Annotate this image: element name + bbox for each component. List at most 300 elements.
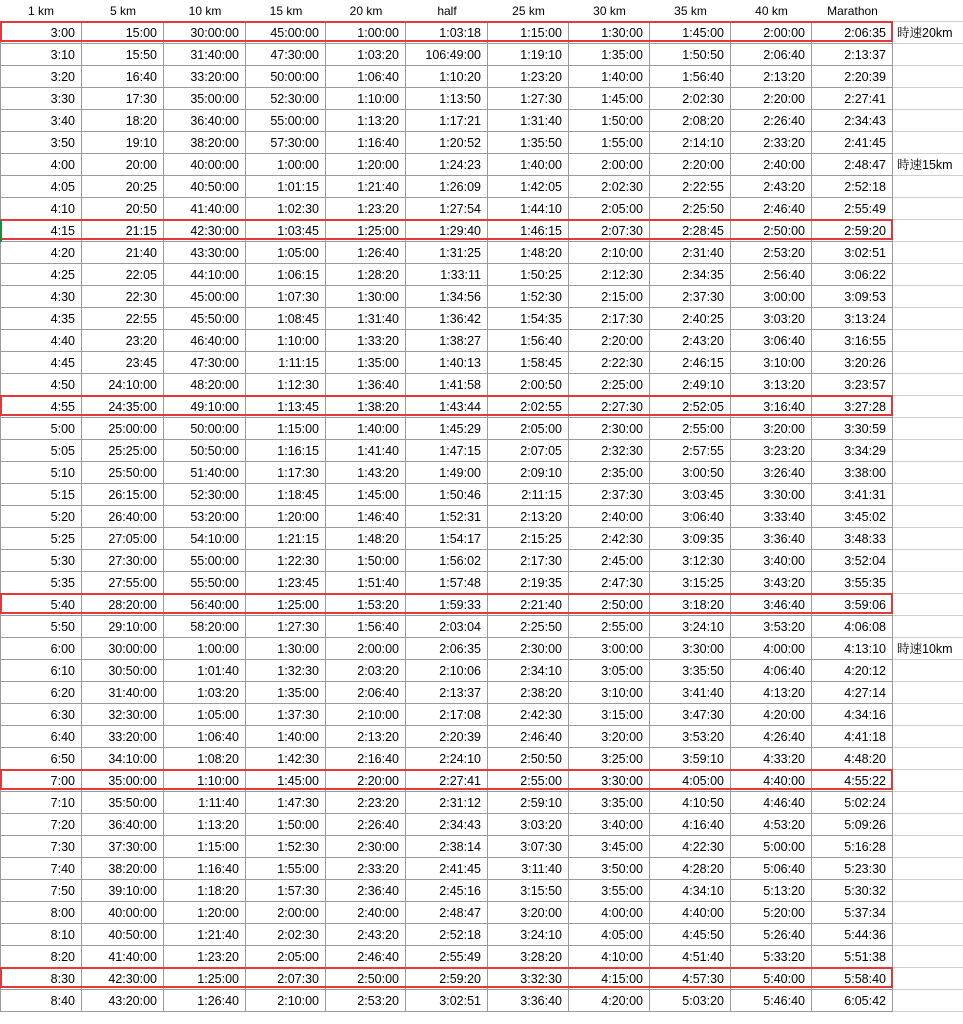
table-cell[interactable]: 7:20 — [0, 814, 82, 836]
table-cell[interactable]: 1:24:23 — [406, 154, 488, 176]
table-cell[interactable]: 2:50:50 — [488, 748, 569, 770]
table-cell[interactable]: 45:00:00 — [246, 22, 326, 44]
table-cell[interactable]: 2:59:20 — [406, 968, 488, 990]
table-cell[interactable]: 2:10:06 — [406, 660, 488, 682]
table-cell[interactable]: 57:30:00 — [246, 132, 326, 154]
table-cell[interactable]: 3:13:20 — [731, 374, 812, 396]
table-cell[interactable]: 2:17:30 — [488, 550, 569, 572]
table-cell[interactable]: 22:55 — [82, 308, 164, 330]
table-cell[interactable]: 1:31:40 — [326, 308, 406, 330]
table-cell[interactable]: 2:46:40 — [731, 198, 812, 220]
table-cell[interactable]: 1:30:00 — [569, 22, 650, 44]
table-cell[interactable]: 27:30:00 — [82, 550, 164, 572]
table-cell[interactable]: 5:20 — [0, 506, 82, 528]
table-cell[interactable]: 3:09:53 — [812, 286, 893, 308]
table-cell[interactable]: 7:40 — [0, 858, 82, 880]
table-cell[interactable]: 1:40:13 — [406, 352, 488, 374]
table-cell[interactable]: 3:20:00 — [569, 726, 650, 748]
table-cell[interactable]: 2:37:30 — [650, 286, 731, 308]
table-cell[interactable]: 35:50:00 — [82, 792, 164, 814]
table-cell[interactable]: 3:10:00 — [569, 682, 650, 704]
table-cell[interactable]: 4:35 — [0, 308, 82, 330]
table-cell[interactable]: 1:30:00 — [246, 638, 326, 660]
table-cell[interactable]: 4:25 — [0, 264, 82, 286]
table-cell[interactable]: 1:17:30 — [246, 462, 326, 484]
table-cell[interactable]: 1:41:58 — [406, 374, 488, 396]
table-cell[interactable]: 34:10:00 — [82, 748, 164, 770]
table-cell[interactable]: 2:46:40 — [326, 946, 406, 968]
table-cell[interactable]: 33:20:00 — [82, 726, 164, 748]
table-cell[interactable]: 2:21:40 — [488, 594, 569, 616]
table-cell[interactable]: 1:38:27 — [406, 330, 488, 352]
table-cell[interactable]: 2:13:37 — [812, 44, 893, 66]
table-cell[interactable]: 2:31:12 — [406, 792, 488, 814]
table-cell[interactable]: 26:40:00 — [82, 506, 164, 528]
table-cell[interactable]: 2:17:30 — [569, 308, 650, 330]
table-cell[interactable]: 4:40:00 — [731, 770, 812, 792]
table-cell[interactable]: 4:46:40 — [731, 792, 812, 814]
table-cell[interactable]: 4:10:00 — [569, 946, 650, 968]
table-cell[interactable]: 5:58:40 — [812, 968, 893, 990]
table-cell[interactable]: 52:30:00 — [246, 88, 326, 110]
table-cell[interactable]: 2:20:00 — [731, 88, 812, 110]
table-cell[interactable]: 5:51:38 — [812, 946, 893, 968]
table-cell[interactable]: 2:28:45 — [650, 220, 731, 242]
table-cell[interactable]: 3:30:00 — [650, 638, 731, 660]
table-cell[interactable]: 2:26:40 — [731, 110, 812, 132]
table-cell[interactable]: 3:33:40 — [731, 506, 812, 528]
table-cell[interactable]: 1:10:00 — [246, 330, 326, 352]
table-cell[interactable]: 53:20:00 — [164, 506, 246, 528]
speed-note[interactable]: 時速15km — [897, 158, 953, 172]
table-cell[interactable]: 4:33:20 — [731, 748, 812, 770]
table-cell[interactable]: 1:33:11 — [406, 264, 488, 286]
table-cell[interactable]: 55:00:00 — [246, 110, 326, 132]
table-cell[interactable]: 1:25:00 — [164, 968, 246, 990]
table-cell[interactable]: 3:20 — [0, 66, 82, 88]
table-cell[interactable]: 1:07:30 — [246, 286, 326, 308]
table-cell[interactable]: 3:27:28 — [812, 396, 893, 418]
table-cell[interactable]: 1:37:30 — [246, 704, 326, 726]
table-cell[interactable]: 5:26:40 — [731, 924, 812, 946]
table-cell[interactable]: 26:15:00 — [82, 484, 164, 506]
table-cell[interactable]: 1:13:20 — [164, 814, 246, 836]
table-cell[interactable]: 2:10:00 — [326, 704, 406, 726]
table-cell[interactable]: 4:06:08 — [812, 616, 893, 638]
table-cell[interactable]: 2:40:25 — [650, 308, 731, 330]
column-header[interactable]: 20 km — [349, 4, 383, 18]
table-cell[interactable]: 1:56:40 — [326, 616, 406, 638]
table-cell[interactable]: 3:46:40 — [731, 594, 812, 616]
table-cell[interactable]: 2:47:30 — [569, 572, 650, 594]
table-cell[interactable]: 2:55:00 — [650, 418, 731, 440]
table-cell[interactable]: 2:52:18 — [812, 176, 893, 198]
table-cell[interactable]: 1:29:40 — [406, 220, 488, 242]
table-cell[interactable]: 3:20:00 — [488, 902, 569, 924]
table-cell[interactable]: 2:59:20 — [812, 220, 893, 242]
table-cell[interactable]: 3:23:57 — [812, 374, 893, 396]
table-cell[interactable]: 2:25:50 — [650, 198, 731, 220]
table-cell[interactable]: 4:20:12 — [812, 660, 893, 682]
table-cell[interactable]: 7:50 — [0, 880, 82, 902]
table-cell[interactable]: 3:28:20 — [488, 946, 569, 968]
table-cell[interactable]: 7:10 — [0, 792, 82, 814]
speed-note[interactable]: 時速20km — [897, 26, 953, 40]
table-cell[interactable]: 2:22:30 — [569, 352, 650, 374]
table-cell[interactable]: 2:48:47 — [812, 154, 893, 176]
table-cell[interactable]: 3:15:00 — [569, 704, 650, 726]
table-cell[interactable]: 43:30:00 — [164, 242, 246, 264]
table-cell[interactable]: 3:36:40 — [731, 528, 812, 550]
table-cell[interactable]: 1:31:40 — [488, 110, 569, 132]
table-cell[interactable]: 1:05:00 — [246, 242, 326, 264]
table-cell[interactable]: 3:15:25 — [650, 572, 731, 594]
table-cell[interactable]: 1:13:50 — [406, 88, 488, 110]
table-cell[interactable]: 5:37:34 — [812, 902, 893, 924]
table-cell[interactable]: 41:40:00 — [164, 198, 246, 220]
table-cell[interactable]: 2:46:15 — [650, 352, 731, 374]
table-cell[interactable]: 2:13:20 — [488, 506, 569, 528]
table-cell[interactable]: 1:36:40 — [326, 374, 406, 396]
table-cell[interactable]: 2:55:00 — [569, 616, 650, 638]
table-cell[interactable]: 1:38:20 — [326, 396, 406, 418]
table-cell[interactable]: 5:20:00 — [731, 902, 812, 924]
table-cell[interactable]: 1:27:30 — [488, 88, 569, 110]
table-cell[interactable]: 31:40:00 — [82, 682, 164, 704]
table-cell[interactable]: 1:20:00 — [326, 154, 406, 176]
table-cell[interactable]: 1:11:15 — [246, 352, 326, 374]
table-cell[interactable]: 4:20:00 — [569, 990, 650, 1012]
table-cell[interactable]: 23:45 — [82, 352, 164, 374]
table-cell[interactable]: 1:33:20 — [326, 330, 406, 352]
table-cell[interactable]: 5:02:24 — [812, 792, 893, 814]
table-cell[interactable]: 2:33:20 — [326, 858, 406, 880]
table-cell[interactable]: 2:50:00 — [326, 968, 406, 990]
table-cell[interactable]: 1:25:00 — [326, 220, 406, 242]
table-cell[interactable]: 48:20:00 — [164, 374, 246, 396]
table-cell[interactable]: 1:23:20 — [326, 198, 406, 220]
table-cell[interactable]: 2:34:10 — [488, 660, 569, 682]
table-cell[interactable]: 5:15 — [0, 484, 82, 506]
table-cell[interactable]: 1:55:00 — [246, 858, 326, 880]
table-cell[interactable]: 3:06:22 — [812, 264, 893, 286]
table-cell[interactable]: 2:55:00 — [488, 770, 569, 792]
table-cell[interactable]: 24:35:00 — [82, 396, 164, 418]
table-cell[interactable]: 2:46:40 — [488, 726, 569, 748]
table-cell[interactable]: 5:30:32 — [812, 880, 893, 902]
table-cell[interactable]: 2:27:41 — [812, 88, 893, 110]
table-cell[interactable]: 2:53:20 — [326, 990, 406, 1012]
table-cell[interactable]: 2:50:00 — [569, 594, 650, 616]
table-cell[interactable]: 5:23:30 — [812, 858, 893, 880]
table-cell[interactable]: 2:07:05 — [488, 440, 569, 462]
table-cell[interactable]: 2:20:00 — [569, 330, 650, 352]
table-cell[interactable]: 1:57:30 — [246, 880, 326, 902]
table-cell[interactable]: 1:41:40 — [326, 440, 406, 462]
table-cell[interactable]: 3:16:40 — [731, 396, 812, 418]
table-cell[interactable]: 5:09:26 — [812, 814, 893, 836]
table-cell[interactable]: 25:00:00 — [82, 418, 164, 440]
table-cell[interactable]: 3:48:33 — [812, 528, 893, 550]
table-cell[interactable]: 54:10:00 — [164, 528, 246, 550]
table-cell[interactable]: 2:13:20 — [326, 726, 406, 748]
table-cell[interactable]: 3:06:40 — [731, 330, 812, 352]
table-cell[interactable]: 1:57:48 — [406, 572, 488, 594]
table-cell[interactable]: 1:47:30 — [246, 792, 326, 814]
table-cell[interactable]: 1:17:21 — [406, 110, 488, 132]
table-cell[interactable]: 2:25:50 — [488, 616, 569, 638]
table-cell[interactable]: 1:30:00 — [326, 286, 406, 308]
table-cell[interactable]: 5:46:40 — [731, 990, 812, 1012]
table-cell[interactable]: 3:35:50 — [650, 660, 731, 682]
table-cell[interactable]: 1:56:40 — [488, 330, 569, 352]
table-cell[interactable]: 33:20:00 — [164, 66, 246, 88]
table-cell[interactable]: 1:03:18 — [406, 22, 488, 44]
table-cell[interactable]: 2:07:30 — [569, 220, 650, 242]
table-cell[interactable]: 3:35:00 — [569, 792, 650, 814]
table-cell[interactable]: 1:58:45 — [488, 352, 569, 374]
table-cell[interactable]: 1:50:00 — [326, 550, 406, 572]
table-cell[interactable]: 56:40:00 — [164, 594, 246, 616]
table-cell[interactable]: 2:53:20 — [731, 242, 812, 264]
table-cell[interactable]: 4:30 — [0, 286, 82, 308]
speed-note[interactable]: 時速10km — [897, 642, 953, 656]
table-cell[interactable]: 1:19:10 — [488, 44, 569, 66]
table-cell[interactable]: 2:49:10 — [650, 374, 731, 396]
table-cell[interactable]: 4:15 — [0, 220, 82, 242]
table-cell[interactable]: 2:13:20 — [731, 66, 812, 88]
table-cell[interactable]: 22:30 — [82, 286, 164, 308]
table-cell[interactable]: 5:25 — [0, 528, 82, 550]
table-cell[interactable]: 45:00:00 — [164, 286, 246, 308]
table-cell[interactable]: 4:48:20 — [812, 748, 893, 770]
table-cell[interactable]: 3:52:04 — [812, 550, 893, 572]
table-cell[interactable]: 40:50:00 — [164, 176, 246, 198]
table-cell[interactable]: 40:50:00 — [82, 924, 164, 946]
table-cell[interactable]: 1:32:30 — [246, 660, 326, 682]
table-cell[interactable]: 4:20 — [0, 242, 82, 264]
table-cell[interactable]: 50:50:00 — [164, 440, 246, 462]
table-cell[interactable]: 1:26:40 — [164, 990, 246, 1012]
table-cell[interactable]: 4:45 — [0, 352, 82, 374]
table-cell[interactable]: 1:08:45 — [246, 308, 326, 330]
table-cell[interactable]: 3:50:00 — [569, 858, 650, 880]
table-cell[interactable]: 1:01:15 — [246, 176, 326, 198]
table-cell[interactable]: 3:09:35 — [650, 528, 731, 550]
column-header[interactable]: 5 km — [109, 4, 136, 18]
table-cell[interactable]: 1:23:45 — [246, 572, 326, 594]
table-cell[interactable]: 1:45:00 — [650, 22, 731, 44]
table-cell[interactable]: 41:40:00 — [82, 946, 164, 968]
table-cell[interactable]: 1:50:46 — [406, 484, 488, 506]
table-cell[interactable]: 30:00:00 — [164, 22, 246, 44]
table-cell[interactable]: 4:53:20 — [731, 814, 812, 836]
table-cell[interactable]: 1:13:45 — [246, 396, 326, 418]
table-cell[interactable]: 5:10 — [0, 462, 82, 484]
table-cell[interactable]: 2:06:40 — [731, 44, 812, 66]
table-cell[interactable]: 3:23:20 — [731, 440, 812, 462]
table-cell[interactable]: 2:20:00 — [326, 770, 406, 792]
table-cell[interactable]: 4:05:00 — [569, 924, 650, 946]
table-cell[interactable]: 8:00 — [0, 902, 82, 924]
table-cell[interactable]: 45:50:00 — [164, 308, 246, 330]
table-cell[interactable]: 3:30:59 — [812, 418, 893, 440]
table-cell[interactable]: 58:20:00 — [164, 616, 246, 638]
table-cell[interactable]: 5:40:00 — [731, 968, 812, 990]
table-cell[interactable]: 1:50:50 — [650, 44, 731, 66]
table-cell[interactable]: 2:52:05 — [650, 396, 731, 418]
table-cell[interactable]: 3:59:10 — [650, 748, 731, 770]
table-cell[interactable]: 2:32:30 — [569, 440, 650, 462]
table-cell[interactable]: 2:24:10 — [406, 748, 488, 770]
table-cell[interactable]: 4:00:00 — [569, 902, 650, 924]
table-cell[interactable]: 27:05:00 — [82, 528, 164, 550]
table-cell[interactable]: 3:05:00 — [569, 660, 650, 682]
table-cell[interactable]: 1:34:56 — [406, 286, 488, 308]
table-cell[interactable]: 3:59:06 — [812, 594, 893, 616]
table-cell[interactable]: 28:20:00 — [82, 594, 164, 616]
table-cell[interactable]: 8:40 — [0, 990, 82, 1012]
table-cell[interactable]: 6:40 — [0, 726, 82, 748]
table-cell[interactable]: 37:30:00 — [82, 836, 164, 858]
table-cell[interactable]: 46:40:00 — [164, 330, 246, 352]
table-cell[interactable]: 43:20:00 — [82, 990, 164, 1012]
table-cell[interactable]: 2:00:00 — [569, 154, 650, 176]
table-cell[interactable]: 1:56:02 — [406, 550, 488, 572]
table-cell[interactable]: 35:00:00 — [82, 770, 164, 792]
table-cell[interactable]: 3:02:51 — [406, 990, 488, 1012]
table-cell[interactable]: 49:10:00 — [164, 396, 246, 418]
column-header[interactable]: Marathon — [827, 4, 878, 18]
table-cell[interactable]: 55:00:00 — [164, 550, 246, 572]
table-cell[interactable]: 2:38:14 — [406, 836, 488, 858]
table-cell[interactable]: 1:03:20 — [164, 682, 246, 704]
table-cell[interactable]: 2:17:08 — [406, 704, 488, 726]
table-cell[interactable]: 3:02:51 — [812, 242, 893, 264]
table-cell[interactable]: 1:02:30 — [246, 198, 326, 220]
table-cell[interactable]: 3:55:35 — [812, 572, 893, 594]
table-cell[interactable]: 2:40:00 — [731, 154, 812, 176]
table-cell[interactable]: 3:34:29 — [812, 440, 893, 462]
table-cell[interactable]: 2:50:00 — [731, 220, 812, 242]
table-cell[interactable]: 35:00:00 — [164, 88, 246, 110]
table-cell[interactable]: 17:30 — [82, 88, 164, 110]
table-cell[interactable]: 1:05:00 — [164, 704, 246, 726]
table-cell[interactable]: 2:00:00 — [246, 902, 326, 924]
table-cell[interactable]: 15:00 — [82, 22, 164, 44]
table-cell[interactable]: 2:10:00 — [246, 990, 326, 1012]
table-cell[interactable]: 6:10 — [0, 660, 82, 682]
table-cell[interactable]: 2:42:30 — [488, 704, 569, 726]
table-cell[interactable]: 2:27:41 — [406, 770, 488, 792]
table-cell[interactable]: 4:50 — [0, 374, 82, 396]
table-cell[interactable]: 3:32:30 — [488, 968, 569, 990]
table-cell[interactable]: 1:08:20 — [164, 748, 246, 770]
table-cell[interactable]: 1:48:20 — [326, 528, 406, 550]
table-cell[interactable]: 4:06:40 — [731, 660, 812, 682]
table-cell[interactable]: 44:10:00 — [164, 264, 246, 286]
table-cell[interactable]: 4:05:00 — [650, 770, 731, 792]
table-cell[interactable]: 2:30:00 — [326, 836, 406, 858]
table-cell[interactable]: 1:06:15 — [246, 264, 326, 286]
table-cell[interactable]: 4:45:50 — [650, 924, 731, 946]
table-cell[interactable]: 1:35:00 — [246, 682, 326, 704]
table-cell[interactable]: 1:03:45 — [246, 220, 326, 242]
table-cell[interactable]: 1:54:17 — [406, 528, 488, 550]
table-cell[interactable]: 1:10:00 — [326, 88, 406, 110]
table-cell[interactable]: 55:50:00 — [164, 572, 246, 594]
table-cell[interactable]: 3:10:00 — [731, 352, 812, 374]
table-cell[interactable]: 2:03:20 — [326, 660, 406, 682]
table-cell[interactable]: 4:00 — [0, 154, 82, 176]
table-cell[interactable]: 2:45:16 — [406, 880, 488, 902]
table-cell[interactable]: 1:45:00 — [246, 770, 326, 792]
table-cell[interactable]: 2:41:45 — [406, 858, 488, 880]
table-cell[interactable]: 4:34:16 — [812, 704, 893, 726]
table-cell[interactable]: 1:49:00 — [406, 462, 488, 484]
table-cell[interactable]: 1:18:45 — [246, 484, 326, 506]
table-cell[interactable]: 1:15:00 — [164, 836, 246, 858]
table-cell[interactable]: 3:07:30 — [488, 836, 569, 858]
table-cell[interactable]: 39:10:00 — [82, 880, 164, 902]
table-cell[interactable]: 1:43:20 — [326, 462, 406, 484]
table-cell[interactable]: 1:42:05 — [488, 176, 569, 198]
table-cell[interactable]: 1:06:40 — [326, 66, 406, 88]
table-cell[interactable]: 1:16:15 — [246, 440, 326, 462]
table-cell[interactable]: 3:53:20 — [650, 726, 731, 748]
table-cell[interactable]: 1:15:00 — [488, 22, 569, 44]
table-cell[interactable]: 1:26:09 — [406, 176, 488, 198]
table-cell[interactable]: 3:53:20 — [731, 616, 812, 638]
table-cell[interactable]: 4:13:20 — [731, 682, 812, 704]
table-cell[interactable]: 2:05:00 — [488, 418, 569, 440]
table-cell[interactable]: 6:20 — [0, 682, 82, 704]
table-cell[interactable]: 1:52:30 — [488, 286, 569, 308]
table-cell[interactable]: 1:52:31 — [406, 506, 488, 528]
table-cell[interactable]: 6:05:42 — [812, 990, 893, 1012]
table-cell[interactable]: 47:30:00 — [246, 44, 326, 66]
table-cell[interactable]: 4:22:30 — [650, 836, 731, 858]
table-cell[interactable]: 3:18:20 — [650, 594, 731, 616]
table-cell[interactable]: 1:45:00 — [569, 88, 650, 110]
table-cell[interactable]: 2:26:40 — [326, 814, 406, 836]
table-cell[interactable]: 23:20 — [82, 330, 164, 352]
table-cell[interactable]: 52:30:00 — [164, 484, 246, 506]
table-cell[interactable]: 1:35:00 — [326, 352, 406, 374]
column-header[interactable]: 35 km — [674, 4, 707, 18]
table-cell[interactable]: 3:24:10 — [488, 924, 569, 946]
table-cell[interactable]: 2:09:10 — [488, 462, 569, 484]
table-cell[interactable]: 1:22:30 — [246, 550, 326, 572]
table-cell[interactable]: 2:23:20 — [326, 792, 406, 814]
table-cell[interactable]: 8:30 — [0, 968, 82, 990]
table-cell[interactable]: 3:00:00 — [569, 638, 650, 660]
table-cell[interactable]: 1:31:25 — [406, 242, 488, 264]
table-cell[interactable]: 3:45:00 — [569, 836, 650, 858]
table-cell[interactable]: 25:50:00 — [82, 462, 164, 484]
table-cell[interactable]: 4:16:40 — [650, 814, 731, 836]
table-cell[interactable]: 1:42:30 — [246, 748, 326, 770]
table-cell[interactable]: 2:02:30 — [569, 176, 650, 198]
table-cell[interactable]: 1:28:20 — [326, 264, 406, 286]
table-cell[interactable]: 3:26:40 — [731, 462, 812, 484]
table-cell[interactable]: 1:00:00 — [246, 154, 326, 176]
table-cell[interactable]: 3:55:00 — [569, 880, 650, 902]
table-cell[interactable]: 1:12:30 — [246, 374, 326, 396]
table-cell[interactable]: 2:06:40 — [326, 682, 406, 704]
table-cell[interactable]: 50:00:00 — [246, 66, 326, 88]
table-cell[interactable]: 4:15:00 — [569, 968, 650, 990]
